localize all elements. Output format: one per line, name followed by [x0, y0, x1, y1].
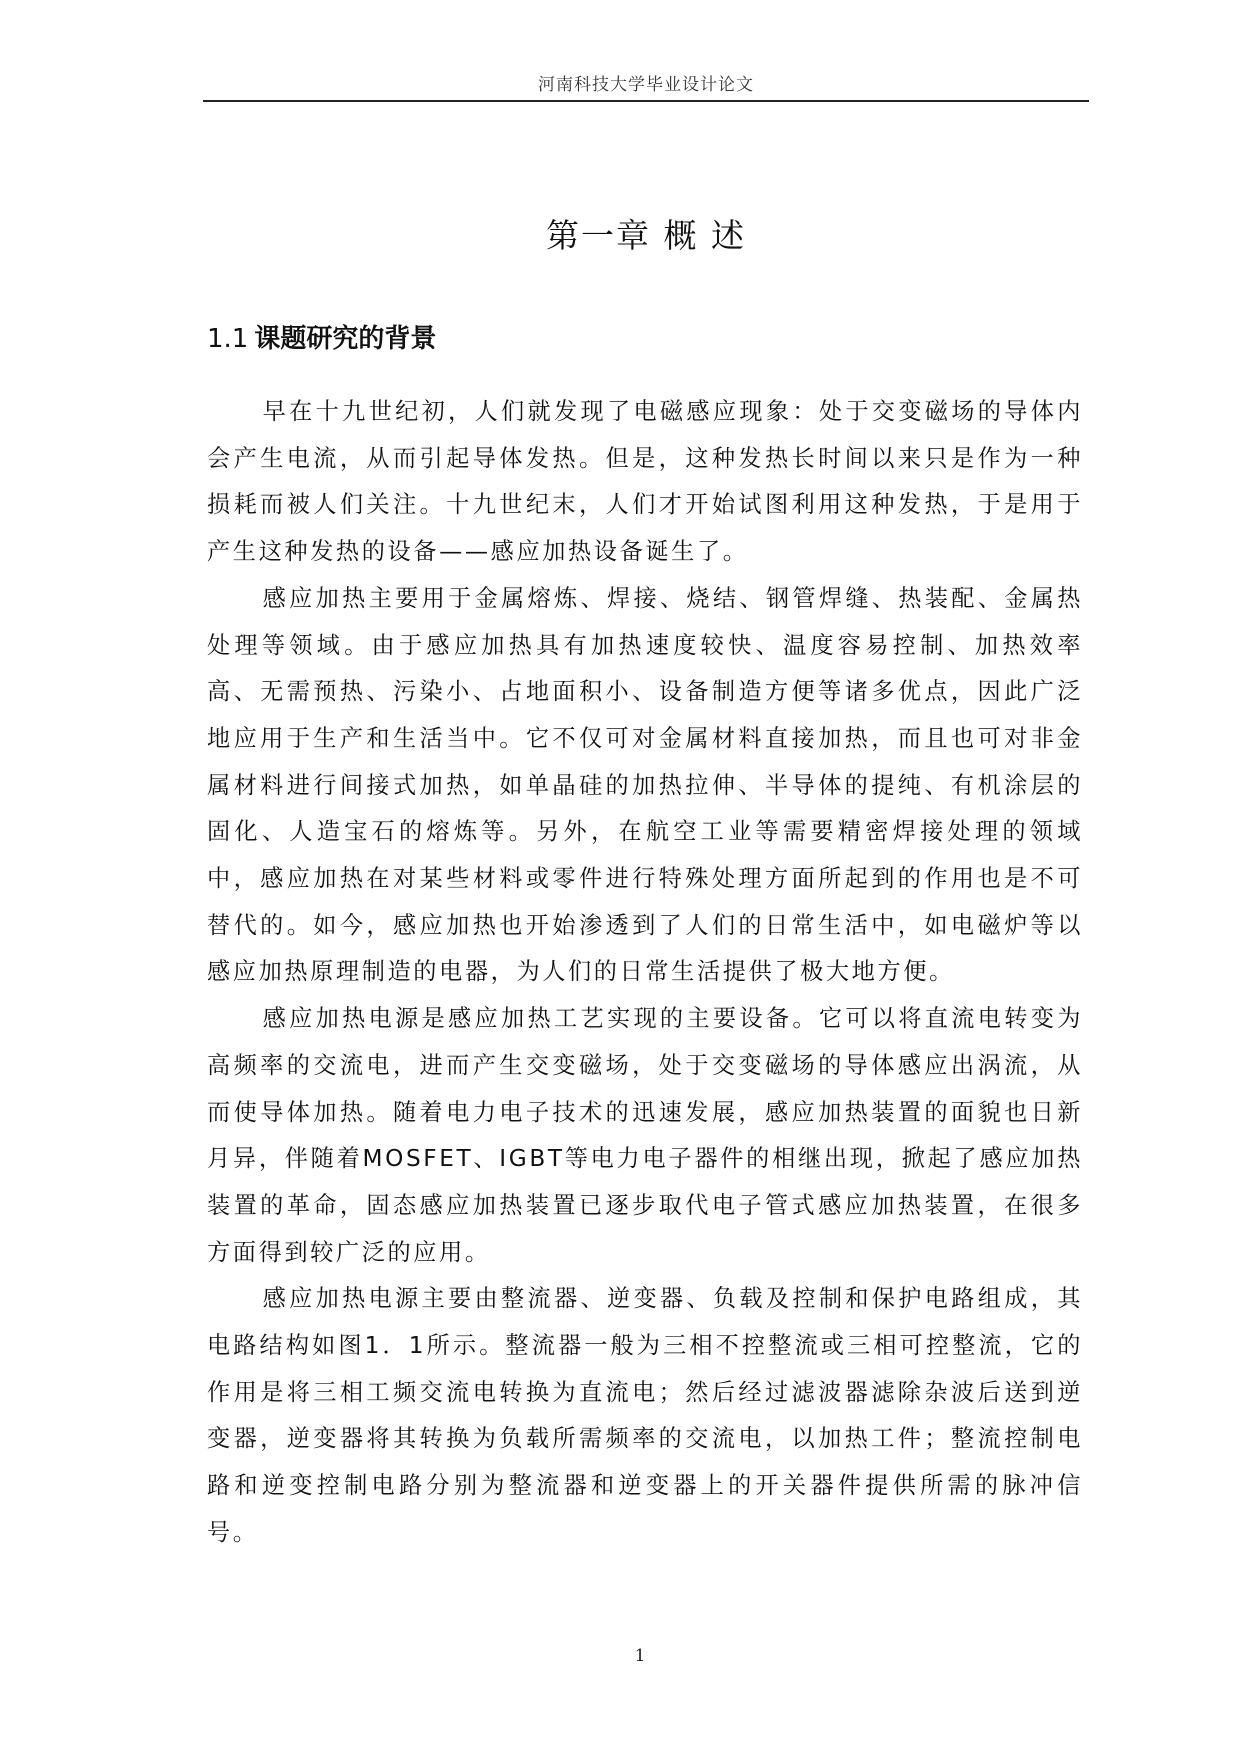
running-header: 河南科技大学毕业设计论文 — [538, 75, 754, 95]
body-text — [207, 389, 1083, 1557]
paragraph: 感应加热主要用于金属熔炼、焊接、烧结、钢管焊缝、热装配、金属热处理等领域。由于感应加热具有加热速度较快、温度容易控制、加热效率高、无需预热、污染小、占地面积小、设备制造方便等诸多优点，因此广泛地应用于生产和生活当中。它不仅可对金属材料直接加热，而且也可对非金属材料进行间接式加热，如单晶硅的加热拉伸、半导体的提纯、有机涂层的固化、人造宝石的熔炼等。另外，在航空工业等需要精密焊接处理的领域中，感应加热在对某些材料或零件进行特殊处理方面所起到的作用也是不可替代的。如今，感应加热也开始渗透到了人们的日常生活中，如电磁炉等以感应加热原理制造的电器，为人们的日常生活提供了极大地方便。 — [207, 584, 1083, 986]
header-rule — [203, 100, 1089, 102]
section-number: 1.1 — [207, 324, 249, 354]
paragraph: 早在十九世纪初，人们就发现了电磁感应现象：处于交变磁场的导体内会产生电流，从而引起导体发热。但是，这种发热长时间以来只是作为一种损耗而被人们关注。十九世纪末，人们才开始试图利用这种发热，于是用于产生这种发热的设备——感应加热设备诞生了。 — [207, 398, 1083, 566]
section-heading — [207, 318, 436, 355]
paragraph: 感应加热电源主要由整流器、逆变器、负载及控制和保护电路组成，其电路结构如图1．1所示。整流器一般为三相不控整流或三相可控整流，它的作用是将三相工频交流电转换为直流电；然后经过滤波器滤除杂波后送到逆变器，逆变器将其转换为负载所需频率的交流电，以加热工件；整流控制电路和逆变控制电路分别为整流器和逆变器上的开关器件提供所需的脉冲信号。 — [207, 1285, 1083, 1546]
paragraph: 感应加热电源是感应加热工艺实现的主要设备。它可以将直流电转变为高频率的交流电，进而产生交变磁场，处于交变磁场的导体感应出涡流，从而使导体加热。随着电力电子技术的迅速发展，感应加热装置的面貌也日新月异，伴随着MOSFET、IGBT等电力电子器件的相继出现，掀起了感应加热装置的革命，固态感应加热装置已逐步取代电子管式感应加热装置，在很多方面得到较广泛的应用。 — [207, 1005, 1083, 1266]
section-title: 课题研究的背景 — [254, 324, 437, 354]
chapter-title: 第一章 概 述 — [546, 216, 746, 255]
page-number: 1 — [634, 1646, 646, 1666]
